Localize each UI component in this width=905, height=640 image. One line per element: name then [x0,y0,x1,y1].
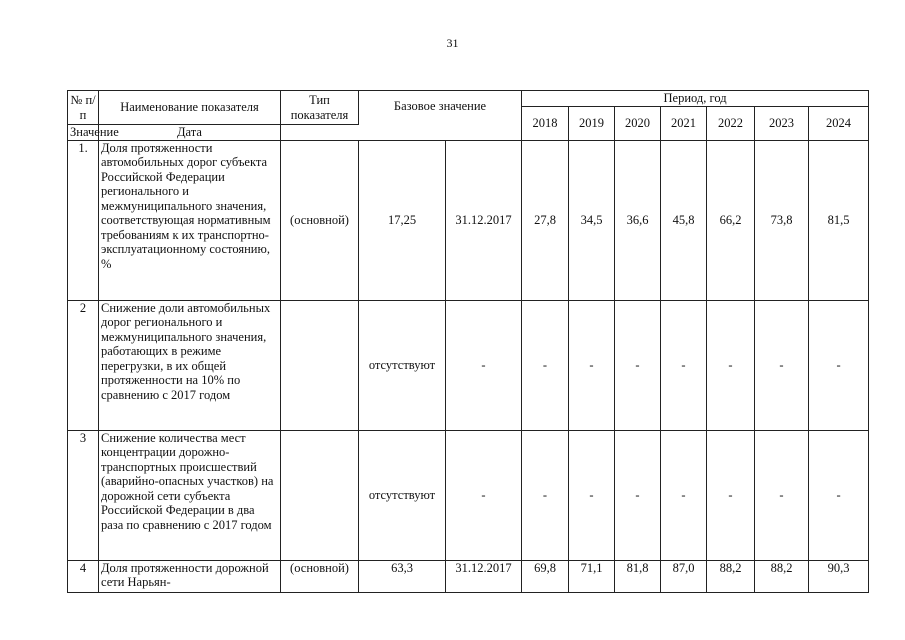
value-2018: 69,8 [522,560,569,592]
value-2024: - [809,300,869,430]
table-row [68,300,869,430]
header-period: Период, год [522,91,869,107]
value-2020: - [615,430,661,560]
value-2022: - [707,430,755,560]
value-2023: 73,8 [755,140,809,300]
indicator-type: (основной) [281,560,359,592]
table-row [68,140,869,300]
base-value: отсутствуют [359,300,446,430]
base-date: 31.12.2017 [446,140,522,300]
table-row [68,560,869,592]
header-name: Наименование показателя [99,91,281,125]
page-number: 31 [446,36,459,50]
table-row [68,430,869,560]
value-2023: - [755,300,809,430]
header-year-2021: 2021 [661,107,707,141]
header-year-2024: 2024 [809,107,869,141]
indicator-name: Доля протяженности автомобильных дорог субъекта Российской Федерации регионального и межмуниципального значения, соответствующая нормативным требованиям к их транспортно-эксплуатационному состоянию, % [99,140,281,300]
value-2024: 81,5 [809,140,869,300]
value-2018: - [522,430,569,560]
indicator-name: Снижение доли автомобильных дорог регионального и межмуниципального значения, работающих в режиме перегрузки, в их общей протяженности на 10% по сравнению с 2017 годом [99,300,281,430]
indicator-type [281,430,359,560]
value-2021: 45,8 [661,140,707,300]
base-date: - [446,300,522,430]
indicators-table [67,90,869,593]
value-2024: 90,3 [809,560,869,592]
value-2021: - [661,300,707,430]
row-num: 4 [68,560,99,592]
row-num: 3 [68,430,99,560]
indicator-name: Снижение количества мест концентрации дорожно-транспортных происшествий (аварийно-опасных участков) на дорожной сети субъекта Российской Федерации в два раза по сравнению с 2017 годом [99,430,281,560]
base-value: 17,25 [359,140,446,300]
base-value: отсутствуют [359,430,446,560]
base-value: 63,3 [359,560,446,592]
header-num: № п/п [68,91,99,125]
value-2021: 87,0 [661,560,707,592]
indicator-name-text: Доля протяженности дорожной сети Нарьян- [101,560,269,589]
value-2020: - [615,300,661,430]
value-2023: 88,2 [755,560,809,592]
value-2019: - [569,430,615,560]
value-2019: - [569,300,615,430]
value-2022: - [707,300,755,430]
indicator-type: (основной) [281,140,359,300]
value-2020: 36,6 [615,140,661,300]
value-2022: 66,2 [707,140,755,300]
value-2023: - [755,430,809,560]
header-base-date: Дата [99,125,281,141]
header-year-2020: 2020 [615,107,661,141]
base-date: 31.12.2017 [446,560,522,592]
value-2024: - [809,430,869,560]
value-2018: - [522,300,569,430]
base-date: - [446,430,522,560]
header-base: Базовое значение [359,91,522,125]
header-type: Тип показателя [281,91,359,125]
header-year-2019: 2019 [569,107,615,141]
value-2019: 71,1 [569,560,615,592]
row-num: 2 [68,300,99,430]
value-2020: 81,8 [615,560,661,592]
value-2018: 27,8 [522,140,569,300]
indicator-name [99,560,281,592]
value-2019: 34,5 [569,140,615,300]
header-year-2023: 2023 [755,107,809,141]
row-num: 1. [68,140,99,300]
value-2022: 88,2 [707,560,755,592]
indicator-type [281,300,359,430]
header-year-2022: 2022 [707,107,755,141]
header-year-2018: 2018 [522,107,569,141]
header-base-value: Значение [68,125,99,141]
value-2021: - [661,430,707,560]
